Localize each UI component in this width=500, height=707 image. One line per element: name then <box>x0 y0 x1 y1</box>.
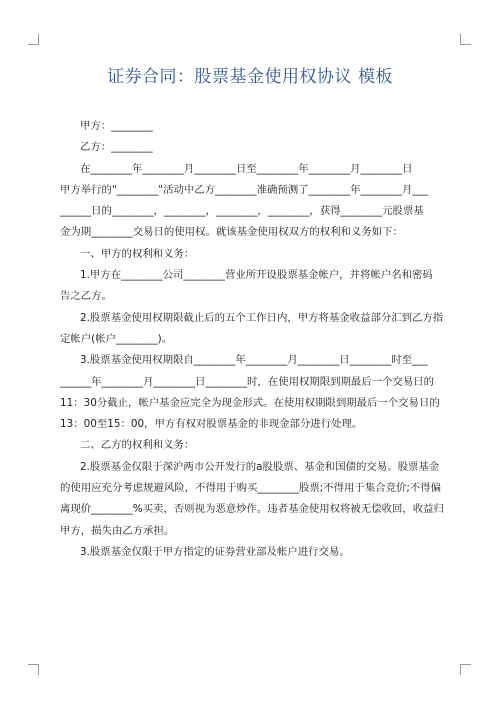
body-line: ______日的________，________，________，________，获得________元股票基 <box>60 205 424 218</box>
page-corner-mark-top-left <box>28 34 39 45</box>
clause-line: 2.股票基金仅限于深沪两市公开发行的a股股票、基金和国债的交易。股票基金 <box>80 460 440 473</box>
clause-line: 甲方，损失由乙方承担。 <box>60 524 175 537</box>
page-corner-mark-bottom-left <box>28 664 39 675</box>
body-line: 甲方举行的"________"活动中乙方________准确预测了________年________月___ <box>60 183 429 196</box>
clause-line: 2.股票基金使用权期限截止后的五个工作日内，甲方将基金收益部分汇到乙方指 <box>80 311 444 324</box>
page-corner-mark-top-right <box>460 34 471 45</box>
body-line: 在________年________月________日至________年________月________日 <box>80 162 413 175</box>
section-heading-party-b: 二、乙方的权利和义务： <box>80 439 195 452</box>
clause-line: 离现价________%买卖，否则视为恶意炒作。违者基金使用权将被无偿收回，收益归 <box>60 503 444 516</box>
clause-line: 11：30分截止，帐户基金应完全为现金形式。在使用权期限到期最后一个交易日的 <box>60 396 440 409</box>
clause-line: 1.甲方在________公司________营业所开设股票基金帐户，并将帐户名和密码 <box>80 269 433 282</box>
page-corner-mark-bottom-right <box>460 664 471 675</box>
document-title: 证券合同：股票基金使用权协议 模板 <box>107 67 393 87</box>
clause-line: ______年________月________日________时，在使用权期限到期最后一个交易日的 <box>60 375 435 388</box>
clause-line: 3.股票基金使用权期限自________年________月________日________时至___ <box>80 354 428 367</box>
clause-line: 定帐户(帐户________)。 <box>60 332 173 345</box>
party-a-line: 甲方：________ <box>80 120 153 132</box>
section-heading-party-a: 一、甲方的权利和义务： <box>80 247 195 260</box>
clause-line: 13：00至15：00，甲方有权对股票基金的非现金部分进行处理。 <box>60 418 363 431</box>
document-body <box>60 116 450 563</box>
clause-line: 的使用应充分考虑规避风险，不得用于购买________股票;不得用于集合竞价;不得偏 <box>60 482 442 495</box>
clause-line: 告之乙方。 <box>60 290 112 303</box>
clause-line: 3.股票基金仅限于甲方指定的证券营业部及帐户进行交易。 <box>80 545 350 558</box>
body-line: 金为期________交易日的使用权。就该基金使用权双方的权利和义务如下： <box>60 226 403 239</box>
party-b-line: 乙方：________ <box>80 141 153 154</box>
